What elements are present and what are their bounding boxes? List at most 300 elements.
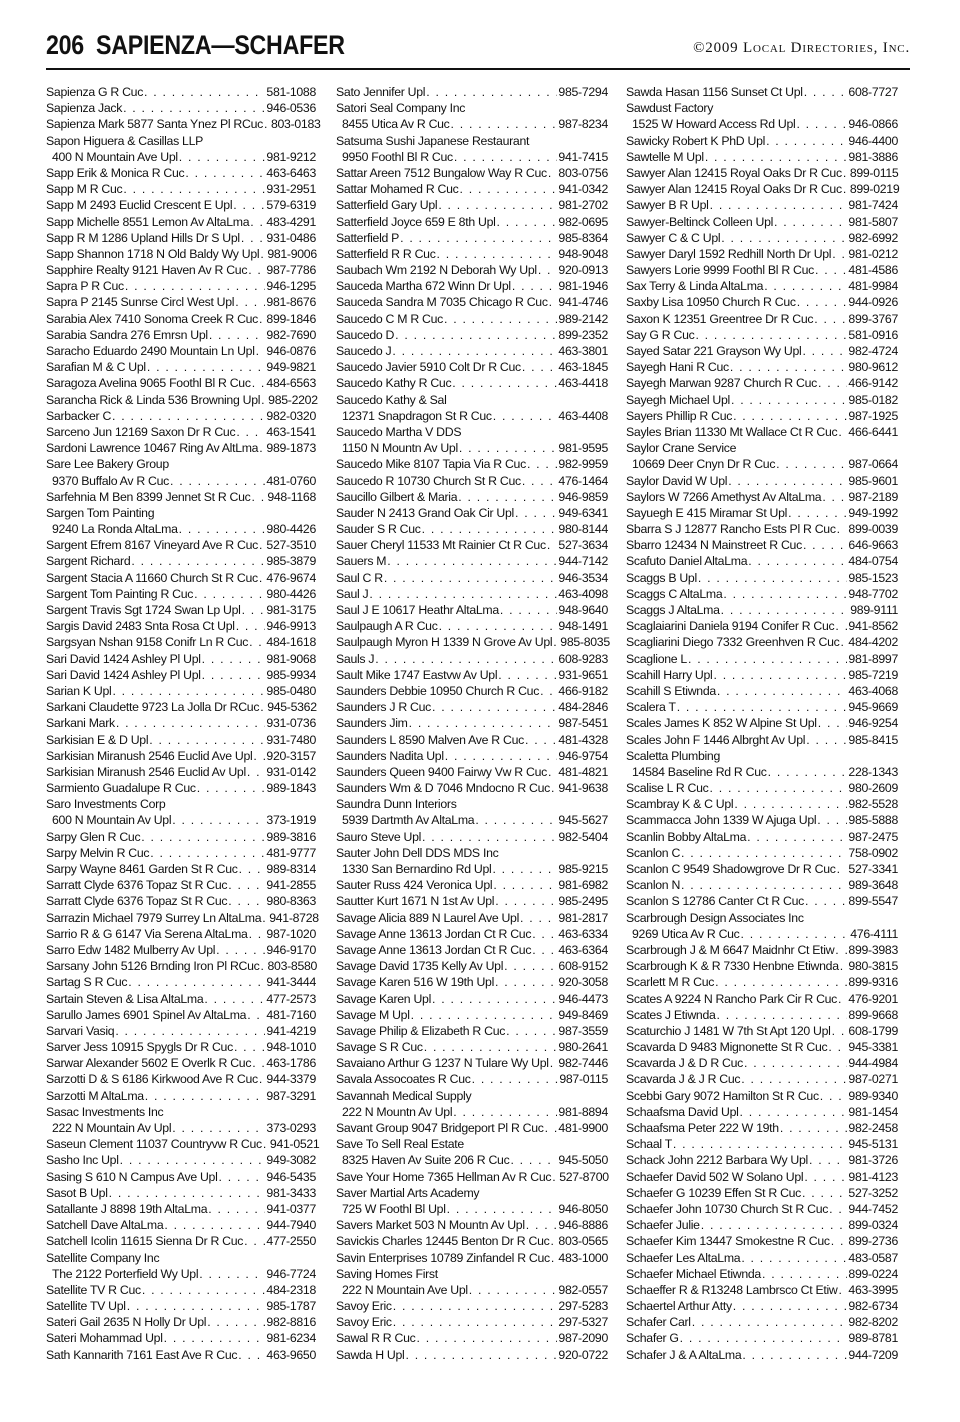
listing-phone: 463-6364 xyxy=(558,942,608,957)
listing-entry xyxy=(336,699,608,715)
listing-phone: 941-3444 xyxy=(266,975,316,990)
dot-leader xyxy=(234,1039,265,1055)
listing-phone: 899-3983 xyxy=(848,942,898,957)
listing-name: 14584 Baseline Rd R Cuc xyxy=(632,764,767,779)
dot-leader xyxy=(832,246,847,262)
dot-leader xyxy=(741,1071,847,1087)
listing-phone: 463-3995 xyxy=(848,1282,898,1297)
dot-leader xyxy=(839,1282,848,1298)
listing-entry xyxy=(46,165,316,181)
listing-entry xyxy=(336,732,608,748)
listing-phone: 481-7160 xyxy=(266,1007,316,1022)
dot-leader xyxy=(194,586,265,602)
listing-entry xyxy=(336,796,608,812)
listing-phone: 987-0271 xyxy=(848,1072,898,1087)
listing-entry xyxy=(626,343,898,359)
listing-phone: 946-0536 xyxy=(266,101,316,116)
listing-name: Saucedo Kathy R Cuc xyxy=(336,376,452,391)
listing-entry xyxy=(336,537,608,553)
listing-entry xyxy=(46,440,316,456)
listing-phone: 899-2352 xyxy=(558,327,608,342)
listing-name: Sardoni Lawrence 10467 Ring Av AltLma xyxy=(46,441,259,456)
listing-entry xyxy=(336,958,608,974)
dot-leader xyxy=(197,780,266,796)
listing-phone: 980-4426 xyxy=(266,522,316,537)
dot-leader xyxy=(522,473,558,489)
listing-phone: 982-8202 xyxy=(848,1315,898,1330)
listing-phone: 484-6563 xyxy=(266,376,316,391)
listing-entry xyxy=(46,278,316,294)
dot-leader xyxy=(828,1039,847,1055)
listing-phone: 987-2475 xyxy=(848,829,898,844)
listing-phone: 946-9913 xyxy=(266,619,316,634)
dot-leader xyxy=(247,1007,265,1023)
listing-name: Sawyer Alan 12415 Royal Oaks Dr R Cuc xyxy=(626,182,842,197)
listing-entry xyxy=(336,893,608,909)
listing-name: Savage Anne 13613 Jordan Ct R Cuc xyxy=(336,926,532,941)
listing-name: 400 N Mountain Ave Upl xyxy=(52,149,178,164)
listing-name: Saxon K 12351 Greentree Dr R Cuc xyxy=(626,311,814,326)
listing-name: Sarian K Upl xyxy=(46,683,112,698)
listing-entry xyxy=(626,1088,898,1104)
listing-entry xyxy=(336,1007,608,1023)
listing-phone: 982-0695 xyxy=(558,214,608,229)
listing-phone: 985-7294 xyxy=(558,85,608,99)
listing-entry xyxy=(46,133,316,149)
dot-leader xyxy=(112,408,265,424)
listing-phone: 981-3433 xyxy=(266,1185,316,1200)
listing-name: Scales John F 1446 Albrght Av Upl xyxy=(626,732,806,747)
listing-phone: 948-1168 xyxy=(267,489,316,504)
dot-leader xyxy=(400,230,557,246)
listing-entry xyxy=(626,634,898,650)
listing-name: Savage Karen 516 W 19th Upl xyxy=(336,975,495,990)
listing-entry xyxy=(626,537,898,553)
listing-name: Saunders Nadita Upl xyxy=(336,748,444,763)
listing-phone: 941-7415 xyxy=(558,149,608,164)
listing-entry xyxy=(626,796,898,812)
listing-entry xyxy=(626,489,898,505)
listing-entry xyxy=(336,149,608,165)
listing-name: Sarratt Clyde 6376 Topaz St R Cuc xyxy=(46,894,228,909)
listing-phone: 985-1787 xyxy=(266,1299,316,1314)
dot-leader xyxy=(497,214,558,230)
listing-entry xyxy=(46,521,316,537)
listing-entry xyxy=(46,1282,316,1298)
listing-entry xyxy=(336,1169,608,1185)
dot-leader xyxy=(241,230,266,246)
dot-leader xyxy=(248,262,265,278)
listing-phone: 297-5327 xyxy=(558,1315,608,1330)
listing-name: Sawyer Daryl 1592 Redhill North Dr Upl xyxy=(626,246,832,261)
listing-phone: 987-1020 xyxy=(266,926,316,941)
dot-leader xyxy=(259,311,265,327)
dot-leader xyxy=(458,489,557,505)
listing-entry xyxy=(46,1071,316,1087)
dot-leader xyxy=(123,181,265,197)
listing-name: Saucedo D xyxy=(336,327,395,342)
listing-entry xyxy=(336,1055,608,1071)
listing-phone: 948-7702 xyxy=(848,586,898,601)
listing-entry xyxy=(46,602,316,618)
listing-entry xyxy=(336,116,608,132)
dot-leader xyxy=(837,861,848,877)
dot-leader xyxy=(768,764,848,780)
listing-name: Schaefer Julie xyxy=(626,1218,700,1233)
listing-name: Sapra P R Cuc xyxy=(46,279,124,294)
listing-entry xyxy=(626,100,898,116)
listing-phone: 989-3648 xyxy=(848,878,898,893)
listing-name: Sapp M 2493 Euclid Crescent E Upl xyxy=(46,198,233,213)
listing-entry xyxy=(46,84,316,100)
listing-name: Sapp M R Cuc xyxy=(46,182,123,197)
listing-phone: 527-8700 xyxy=(559,1169,609,1184)
listing-name: Sarro Edw 1482 Mulberry Av Upl xyxy=(46,942,216,957)
listing-name: Sawda Hasan 1156 Sunset Ct Upl xyxy=(626,85,803,99)
listing-name: Scarbrough J & M 6647 Maidnhr Ct Etiw xyxy=(626,942,835,957)
listing-phone: 941-2855 xyxy=(266,878,316,893)
dot-leader xyxy=(115,1023,265,1039)
listing-column-3 xyxy=(626,84,898,1363)
dot-leader xyxy=(260,246,266,262)
listing-name: Scates J Etiwnda xyxy=(626,1007,716,1022)
listing-entry xyxy=(336,505,608,521)
listing-entry xyxy=(336,230,608,246)
listing-name: Sapp Michelle 8551 Lemon Av AltaLma xyxy=(46,214,250,229)
listing-entry xyxy=(336,440,608,456)
listing-name: Saunders L 8590 Malven Ave R Cuc xyxy=(336,732,524,747)
listing-entry xyxy=(626,877,898,893)
dot-leader xyxy=(545,1120,558,1136)
listing-name: Sarratt Clyde 6376 Topaz St R Cuc xyxy=(46,878,228,893)
listing-phone: 373-0293 xyxy=(266,1121,316,1135)
listing-entry xyxy=(336,553,608,569)
listing-phone: 941-4746 xyxy=(558,295,608,310)
listing-entry xyxy=(46,683,316,699)
listing-phone: 985-8415 xyxy=(848,732,898,747)
listing-name: Sawda H Upl xyxy=(336,1347,405,1362)
listing-name: Sauder S R Cuc xyxy=(336,522,421,537)
dot-leader xyxy=(242,602,266,618)
listing-entry xyxy=(626,1282,898,1298)
listing-phone: 981-1946 xyxy=(558,279,608,294)
listing-entry xyxy=(336,489,608,505)
listing-phone: 899-0039 xyxy=(848,522,898,537)
listing-entry xyxy=(336,1152,608,1168)
dot-leader xyxy=(253,748,265,764)
listing-phone: 931-9651 xyxy=(558,667,608,682)
listing-phone: 931-0736 xyxy=(266,716,316,731)
listing-entry xyxy=(626,1185,898,1201)
listing-entry xyxy=(336,424,608,440)
listing-phone: 899-9668 xyxy=(848,1007,898,1022)
listing-name: Scales James K 852 W Alpine St Upl xyxy=(626,716,817,731)
listing-name: Satellite TV R Cuc xyxy=(46,1282,141,1297)
listing-entry xyxy=(626,1217,898,1233)
listing-phone: 373-1919 xyxy=(266,813,316,828)
listing-phone: 945-5362 xyxy=(267,700,317,715)
listing-phone: 899-5547 xyxy=(848,894,898,909)
listing-name: Saucedo R 10730 Church St R Cuc xyxy=(336,473,521,488)
listing-name: Savage David 1735 Kelly Av Upl xyxy=(336,959,504,974)
dot-leader xyxy=(764,278,847,294)
listing-name: Sarullo James 6901 Spinel Av AltaLma xyxy=(46,1007,247,1022)
dot-leader xyxy=(384,570,558,586)
listing-entry xyxy=(626,732,898,748)
listing-name: Sawyer C & C Upl xyxy=(626,230,721,245)
listing-entry xyxy=(336,311,608,327)
listing-phone: 982-6734 xyxy=(848,1299,898,1314)
listing-name: Sawtelle M Upl xyxy=(626,149,704,164)
listing-entry xyxy=(336,1233,608,1249)
dot-leader xyxy=(721,230,847,246)
listing-phone: 920-3058 xyxy=(558,975,608,990)
listing-name: Sarancha Rick & Linda 536 Browning Upl xyxy=(46,392,261,407)
listing-phone: 981-3726 xyxy=(848,1153,898,1168)
dot-leader xyxy=(838,424,847,440)
dot-leader xyxy=(172,1120,265,1136)
dot-leader xyxy=(120,1152,266,1168)
dot-leader xyxy=(439,618,558,634)
listing-name: 1330 San Bernardino Rd Upl xyxy=(342,862,492,876)
listing-name: Sauter John Dell DDS MDS Inc xyxy=(336,845,499,860)
listing-phone: 945-5627 xyxy=(558,813,608,828)
listing-entry xyxy=(46,116,321,132)
listing-name: Saucillo Gilbert & Maria xyxy=(336,489,458,504)
dot-leader xyxy=(426,84,557,100)
listing-entry xyxy=(626,359,898,375)
listing-name: Savers Market 503 N Mountn Av Upl xyxy=(336,1218,525,1233)
dot-leader xyxy=(432,699,557,715)
listing-phone: 982-7690 xyxy=(266,327,316,342)
listing-name: Sauter Russ 424 Veronica Upl xyxy=(336,878,493,893)
dot-leader xyxy=(204,991,265,1007)
listing-name: Scarbrough Design Associates Inc xyxy=(626,910,804,925)
listing-entry xyxy=(46,1250,316,1266)
dot-leader xyxy=(172,812,265,828)
listing-name: Sautter Kurt 1671 N 1st Av Upl xyxy=(336,894,495,909)
listing-phone: 608-7727 xyxy=(848,85,898,99)
listing-entry xyxy=(626,327,898,343)
listing-name: Schaefer Les AltaLma xyxy=(626,1250,741,1265)
listing-phone: 987-0115 xyxy=(559,1072,608,1087)
dot-leader xyxy=(116,715,266,731)
dot-leader xyxy=(256,343,266,359)
dot-leader xyxy=(731,392,847,408)
dot-leader xyxy=(387,553,557,569)
listing-name: Saucedo Martha V DDS xyxy=(336,424,462,439)
listing-entry xyxy=(626,133,898,149)
dot-leader xyxy=(802,1185,847,1201)
listing-name: Sauceda Martha 672 Winn Dr Upl xyxy=(336,279,511,294)
listing-phone: 982-9959 xyxy=(558,457,608,472)
listing-name: Sayegh Marwan 9287 Church R Cuc xyxy=(626,376,817,391)
listing-name: Sayers Phillip R Cuc xyxy=(626,408,733,423)
dot-leader xyxy=(144,84,265,100)
dot-leader xyxy=(259,440,265,456)
listing-name: Savage M Upl xyxy=(336,1007,410,1022)
listing-entry xyxy=(626,262,898,278)
dot-leader xyxy=(717,1007,848,1023)
listing-name: Schack John 2212 Barbara Wy Upl xyxy=(626,1153,808,1168)
dot-leader xyxy=(538,262,558,278)
dot-leader xyxy=(829,1201,847,1217)
listing-entry xyxy=(336,1347,608,1363)
listing-name: Scanlon C xyxy=(626,845,681,860)
listing-name: 9240 La Ronda AltaLma xyxy=(52,522,178,537)
listing-name: Savala Assocoates R Cuc xyxy=(336,1072,471,1087)
dot-leader xyxy=(552,1169,558,1185)
listing-name: Scagliarini Diego 7332 Greenhven R Cuc xyxy=(626,635,840,650)
listing-phone: 982-6992 xyxy=(848,230,898,245)
listing-phone: 987-5451 xyxy=(558,716,608,731)
listing-name: Sargsyan Nshan 9158 Conifr Ln R Cuc xyxy=(46,635,249,650)
listing-entry xyxy=(626,1055,898,1071)
listing-name: Satterfield P xyxy=(336,230,400,245)
dot-leader xyxy=(802,343,847,359)
dot-leader xyxy=(475,812,557,828)
copyright-notice: ©2009 Local Directories, Inc. xyxy=(693,40,910,56)
dot-leader xyxy=(393,1298,558,1314)
listing-entry xyxy=(626,553,898,569)
listing-phone: 527-3341 xyxy=(848,862,898,876)
listing-column-2 xyxy=(336,84,608,1363)
listing-entry xyxy=(336,634,608,650)
dot-leader xyxy=(688,651,847,667)
dot-leader xyxy=(438,197,557,213)
dot-leader xyxy=(804,84,848,100)
listing-phone: 981-4123 xyxy=(848,1169,898,1184)
listing-phone: 944-7209 xyxy=(848,1347,898,1362)
listing-entry xyxy=(46,812,316,828)
listing-name: Saxby Lisa 10950 Church R Cuc xyxy=(626,295,796,310)
listing-name: Sarkisian E & D Upl xyxy=(46,732,149,747)
listing-name: Save To Sell Real Estate xyxy=(336,1137,464,1152)
listing-name: Sarkisian Miranush 2546 Euclid Av Upl xyxy=(46,764,246,779)
listing-entry xyxy=(46,1201,316,1217)
dot-leader xyxy=(472,1071,559,1087)
listing-entry xyxy=(46,1120,316,1136)
listing-phone: 980-3815 xyxy=(848,959,898,974)
listing-entry xyxy=(336,100,608,116)
listing-name: Savaiano Arthur G 1237 N Tulare Wy Upl xyxy=(336,1056,549,1071)
listing-entry xyxy=(626,991,898,1007)
listing-phone: 949-6341 xyxy=(558,505,608,520)
listing-name: Sari David 1424 Ashley Pl Upl xyxy=(46,667,201,682)
listing-phone: 484-0754 xyxy=(848,554,898,569)
listing-phone: 527-3634 xyxy=(558,538,608,553)
dot-leader xyxy=(843,181,849,197)
listing-phone: 931-0142 xyxy=(266,764,316,779)
listing-entry xyxy=(626,408,898,424)
listing-entry xyxy=(626,375,898,391)
listing-name: Saul J E 10617 Heathr AltaLma xyxy=(336,603,499,617)
listing-entry xyxy=(626,505,898,521)
dot-leader xyxy=(818,375,847,391)
listing-entry xyxy=(46,1136,320,1152)
dot-leader xyxy=(125,278,266,294)
listing-entry xyxy=(46,149,316,165)
dot-leader xyxy=(252,375,266,391)
listing-name: Saunders Wm & D 7046 Mndocno R Cuc xyxy=(336,781,550,796)
dot-leader xyxy=(112,683,265,699)
listing-entry xyxy=(336,780,608,796)
listing-phone: 985-5888 xyxy=(848,813,898,828)
dot-leader xyxy=(179,149,266,165)
listing-name: Sargis David 2483 Snta Rosa Ct Upl xyxy=(46,619,235,634)
dot-leader xyxy=(259,537,265,553)
listing-phone: 946-9754 xyxy=(558,748,608,763)
listing-name: Scaggs J AltaLma xyxy=(626,603,720,617)
listing-phone: 463-4418 xyxy=(558,376,608,391)
listing-phone: 982-0320 xyxy=(266,408,316,423)
dot-leader xyxy=(495,893,557,909)
dot-leader xyxy=(698,570,848,586)
listing-entry xyxy=(46,570,316,586)
listing-name: Saundra Dunn Interiors xyxy=(336,797,457,812)
listing-phone: 949-8469 xyxy=(558,1007,608,1022)
listing-name: Saunders Debbie 10950 Church R Cuc xyxy=(336,683,540,698)
listing-phone: 941-0342 xyxy=(558,182,608,197)
listing-entry xyxy=(626,780,898,796)
listing-entry xyxy=(46,618,316,634)
dot-leader xyxy=(252,489,267,505)
dot-leader xyxy=(677,699,848,715)
listing-name: Savannah Medical Supply xyxy=(336,1088,472,1103)
listing-phone: 945-5050 xyxy=(558,1153,608,1168)
listing-name: Scates A 9224 N Rancho Park Cir R Cuc xyxy=(626,991,838,1006)
listing-entry xyxy=(336,262,608,278)
dot-leader xyxy=(239,861,266,877)
listing-name: Saulpaugh Myron H 1339 N Grove Av Upl xyxy=(336,635,553,650)
listing-name: Sapp Shannon 1718 N Old Baldy Wy Upl xyxy=(46,246,260,261)
dot-leader xyxy=(532,926,557,942)
listing-phone: 985-9215 xyxy=(558,862,608,876)
listing-entry xyxy=(46,1233,316,1249)
dot-leader xyxy=(838,991,847,1007)
listing-phone: 987-8234 xyxy=(558,117,608,132)
listing-entry xyxy=(46,100,316,116)
dot-leader xyxy=(681,845,847,861)
listing-name: Sault Mike 1747 Eastvw Av Upl xyxy=(336,667,498,682)
listing-entry xyxy=(626,926,898,942)
dot-leader xyxy=(235,294,265,310)
listing-name: Sartag S R Cuc xyxy=(46,975,128,990)
listing-entry xyxy=(626,214,898,230)
listing-phone: 941-0521 xyxy=(269,1137,320,1152)
dot-leader xyxy=(393,1314,558,1330)
listing-phone: 481-0760 xyxy=(266,473,316,488)
dot-leader xyxy=(512,278,558,294)
listing-phone: 981-2817 xyxy=(558,910,608,925)
listing-name: Scaturchio J 1481 W 7th St Apt 120 Upl xyxy=(626,1023,831,1038)
listing-entry xyxy=(46,537,316,553)
dot-leader xyxy=(199,1266,265,1282)
listing-phone: 481-9984 xyxy=(848,279,898,294)
listing-name: Sasac Investments Inc xyxy=(46,1104,164,1119)
listing-phone: 941-4219 xyxy=(266,1023,316,1038)
listing-phone: 985-8364 xyxy=(558,230,608,245)
dot-leader xyxy=(547,537,558,553)
dot-leader xyxy=(804,1169,847,1185)
listing-phone: 949-9821 xyxy=(266,360,316,375)
listing-entry xyxy=(336,715,608,731)
listing-phone: 985-8035 xyxy=(560,635,610,650)
dot-leader xyxy=(207,1314,265,1330)
listing-phone: 941-8562 xyxy=(848,619,898,634)
listing-entry xyxy=(626,1152,898,1168)
listing-phone: 981-8894 xyxy=(558,1104,608,1119)
